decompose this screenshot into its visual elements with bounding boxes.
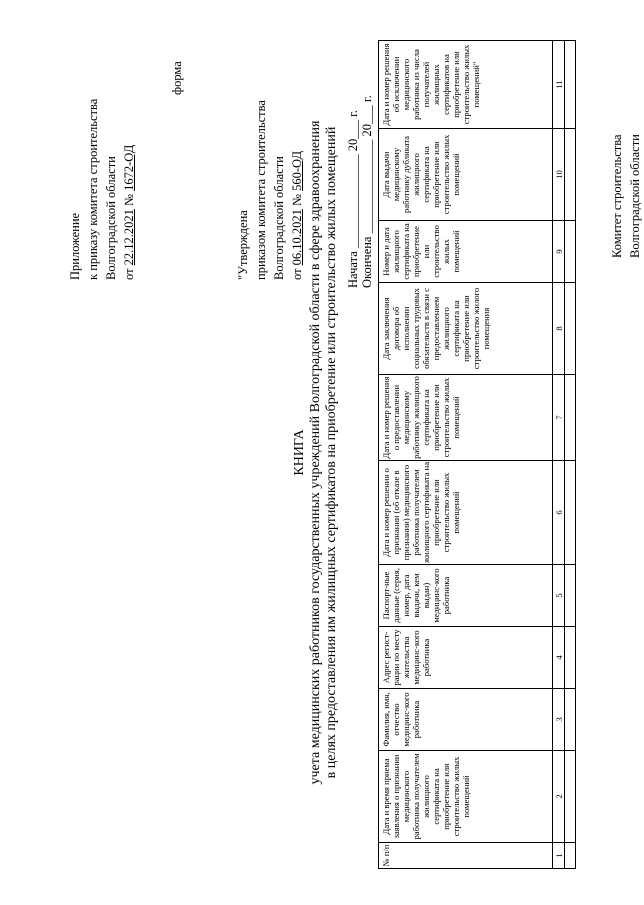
document-title [292,0,340,905]
column-header: № п/п [379,843,553,869]
table-cell [565,129,576,221]
column-header: Дата выдачи медицинскому работнику дубликата жилищного сертификата на приобретение или строительство жилых помещений [379,129,553,221]
column-header: Дата заключения договора об исполнении социальных трудовых обязательств в связи с предоставлением жилищного сертификата на приобретение или строительство жилого помещения [379,283,553,375]
committee-line: Волгоградской области [628,134,642,258]
approved-date: 06.10.2021 [290,209,304,266]
approved-line: Волгоградской области [272,156,286,280]
column-header: Номер и дата жилищного сертификата на приобретение или строительство жилых помещений [379,221,553,283]
annex-line: Приложение [68,212,82,280]
column-number: 11 [553,41,565,129]
annex-block [66,20,138,280]
approved-number: 560-ОД [290,151,304,191]
annex-number: 1672-ОД [122,144,136,191]
column-number: 7 [553,375,565,461]
annex-date: 22.12.2021 [122,209,136,266]
annex-line: Волгоградской области [104,156,118,280]
table-cell [565,221,576,283]
column-number: 5 [553,565,565,627]
table-header-row [379,41,553,869]
approved-line: "Утверждена [236,210,250,280]
table-cell [565,627,576,689]
column-number: 4 [553,627,565,689]
approved-date-line: от 06.10.2021 № 560-ОД [290,151,304,280]
table-cell [565,689,576,751]
forma-label: форма [170,61,184,95]
committee-line: Комитет строительства [610,134,624,258]
column-header: Паспорт-ные данные (серия, номер, дата выдачи, кем выдан) медицинс-кого работника [379,565,553,627]
column-header: Дата и номер решения о признании (об отказе в признании) медицинского работника получателем жилищного сертификата на приобретение или строительство жилых помещений [379,461,553,565]
column-number-row [553,41,565,869]
column-number: 9 [553,221,565,283]
approved-line: приказом комитета строительства [254,100,268,280]
column-number: 1 [553,843,565,869]
column-header: Дата и номер решения о предоставлении медицинскому работнику жилищного сертификата на приобретение или строительство жилых помещений [379,375,553,461]
table-cell [565,283,576,375]
table-cell [565,461,576,565]
column-number: 2 [553,751,565,843]
title-heading: КНИГА [292,429,307,476]
table-cell [565,751,576,843]
column-number: 8 [553,283,565,375]
column-header: Дата и номер решения об исключении медицинского работника из числа получателей жилищных сертификатов на приобретение или строительство жилых помещений" [379,41,553,129]
column-number: 10 [553,129,565,221]
start-date-line: Начата _______________ 20___ г. [346,110,360,288]
title-line: в целях предоставления им жилищных сертификатов на приобретение или строительство жилых помещений [324,126,339,779]
book-dates [346,95,374,288]
table-cell [565,843,576,869]
column-header: Фамилия, имя, отчество медицинс-кого работника [379,689,553,751]
column-header: Адрес регист-рации по месту жительства медицинс-кого работника [379,627,553,689]
table-cell [565,41,576,129]
annex-line: к приказу комитета строительства [86,98,100,280]
column-header: Дата и время приема заявления о признании медицинского работника получателем жилищного сертификата на приобретение или строительство жилых помещений [379,751,553,843]
table-cell [565,565,576,627]
column-number: 6 [553,461,565,565]
empty-table-row [565,41,576,869]
column-number: 3 [553,689,565,751]
end-date-line: Окончена _______________ 20___ г. [360,95,374,288]
table-cell [565,375,576,461]
annex-date-line: от 22.12.2021 № 1672-ОД [122,144,136,280]
title-line: учета медицинских работников государственных учреждений Волгоградской области в сфере здравоохранения [308,120,323,785]
registry-table [378,40,576,869]
committee-signature [608,134,644,258]
